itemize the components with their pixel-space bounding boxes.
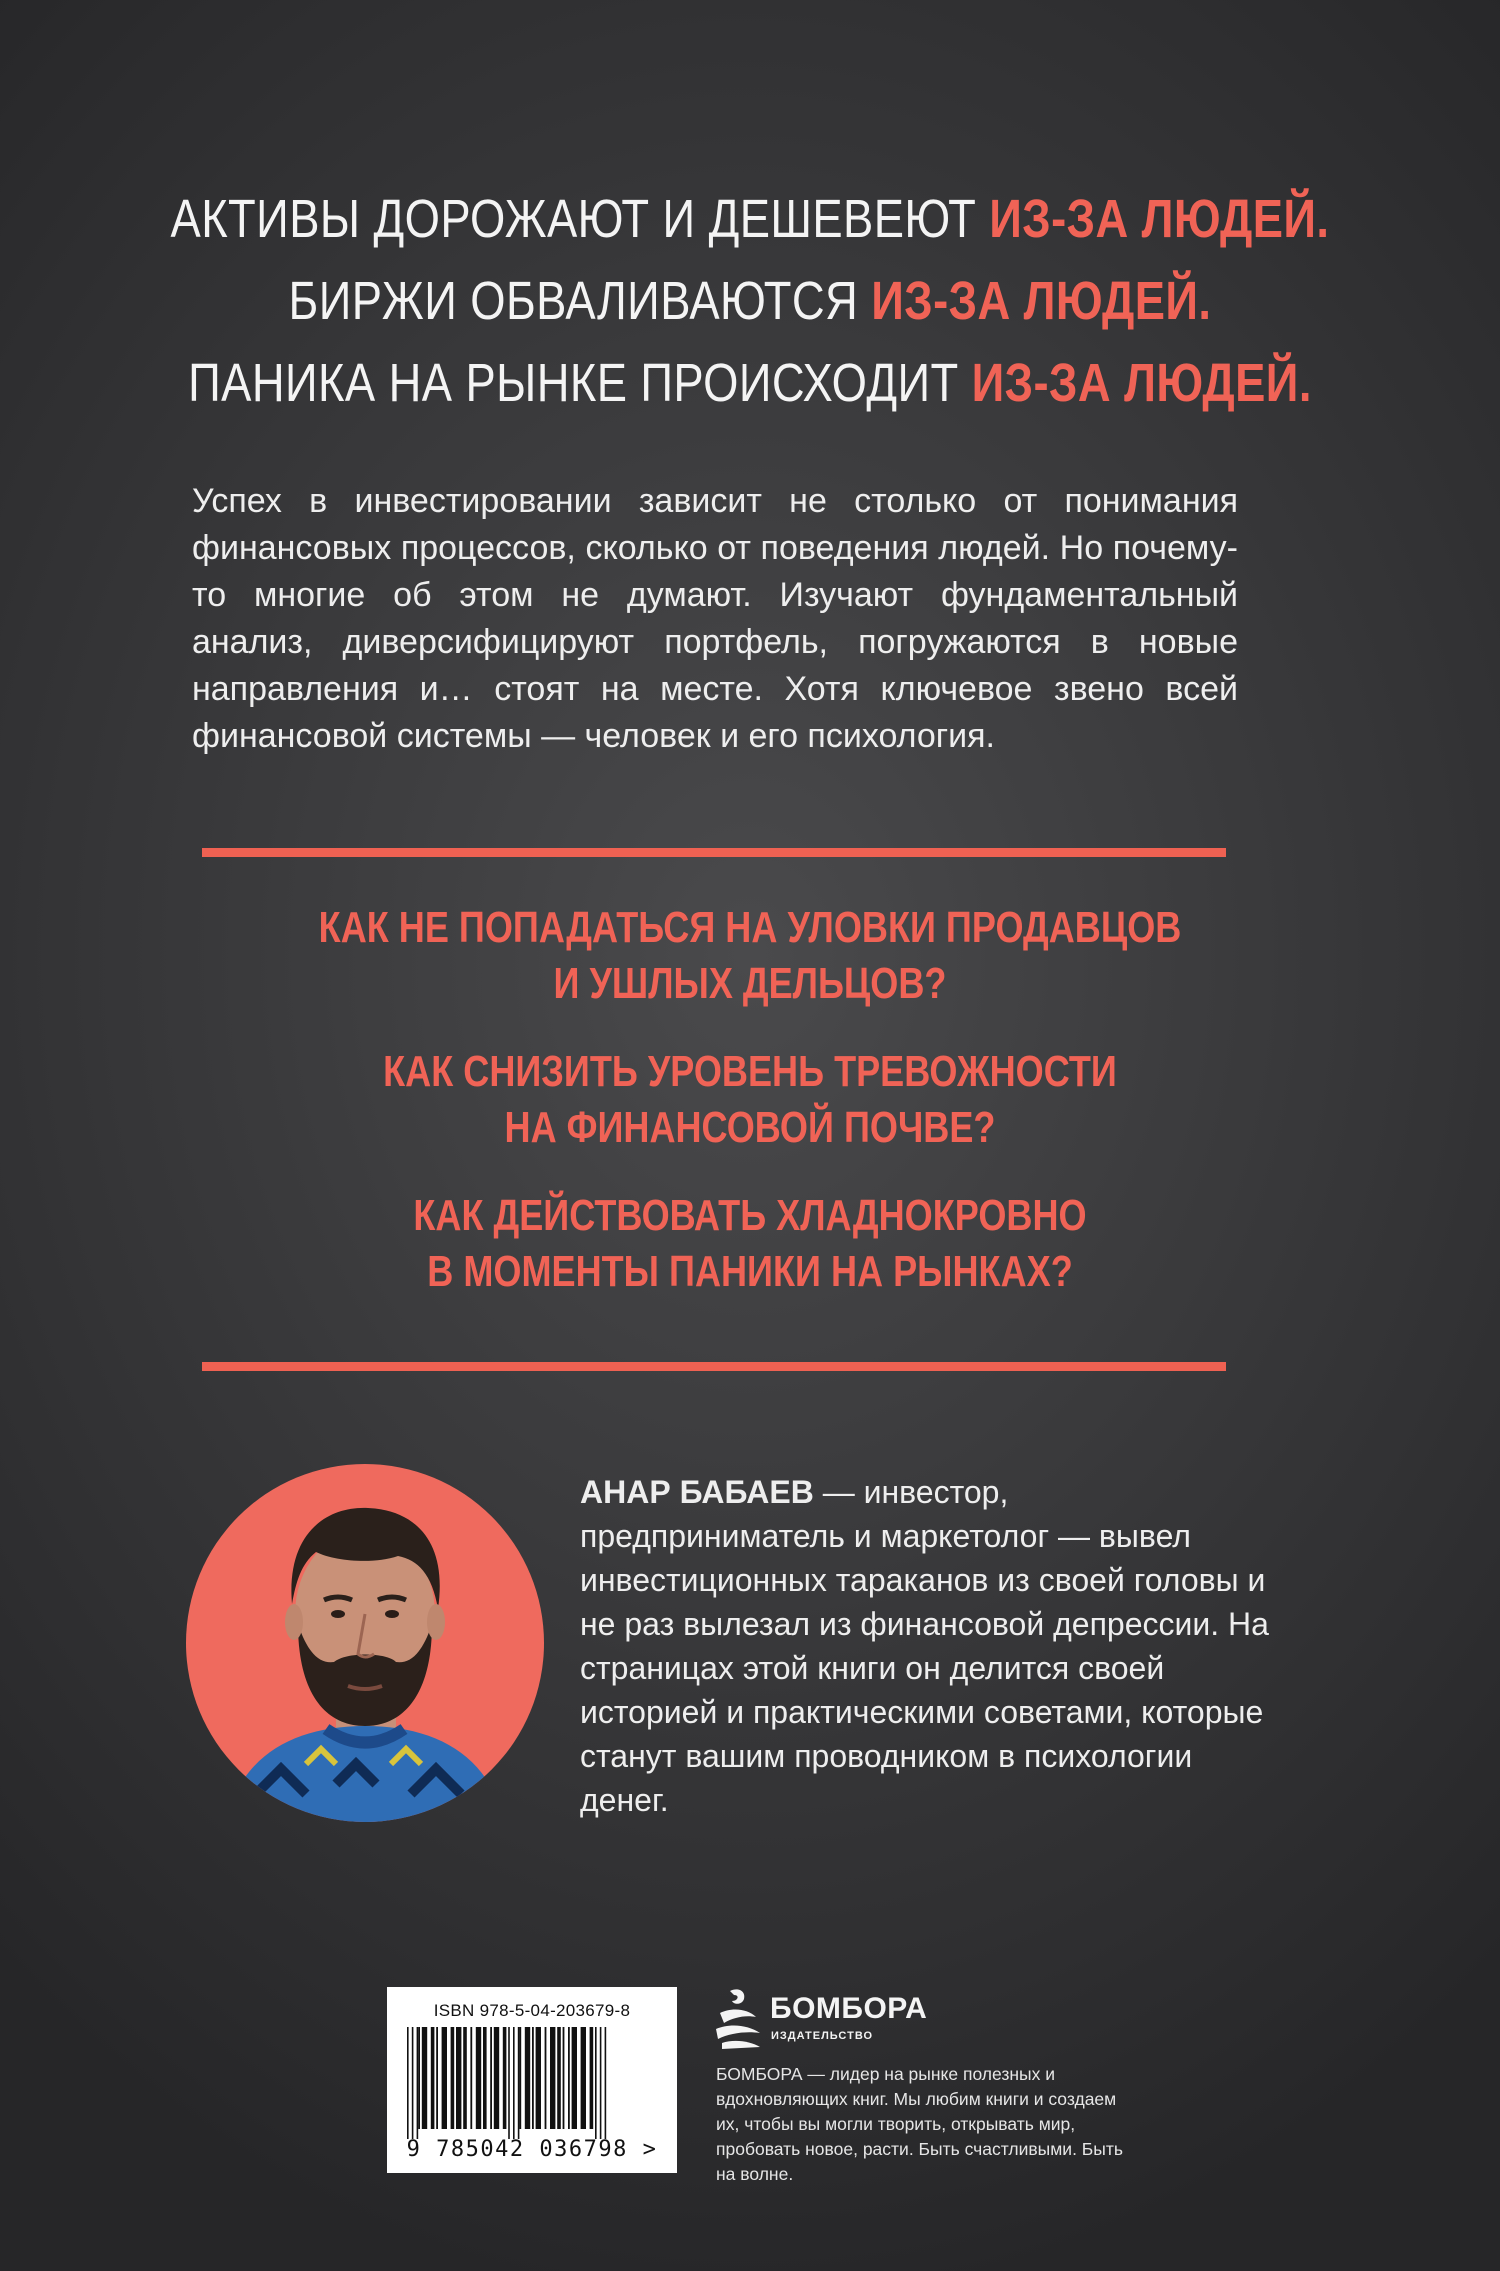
barcode-bar xyxy=(532,2027,534,2129)
author-photo xyxy=(186,1464,544,1822)
barcode-bar xyxy=(451,2027,455,2129)
barcode-guard-bar xyxy=(407,2027,409,2139)
barcode-bar xyxy=(456,2027,461,2129)
barcode-guard-bar xyxy=(412,2027,414,2139)
headline-line-3: ПАНИКА НА РЫНКЕ ПРОИСХОДИТ ИЗ-ЗА ЛЮДЕЙ. xyxy=(188,353,1312,413)
question-1: КАК НЕ ПОПАДАТЬСЯ НА УЛОВКИ ПРОДАВЦОВ И УШЛЫХ ДЕЛЬЦОВ? xyxy=(318,903,1182,1008)
barcode-guard-bar xyxy=(605,2027,607,2139)
barcode-bar xyxy=(525,2027,530,2129)
barcode-bar xyxy=(470,2027,472,2129)
headline-highlight: ИЗ-ЗА ЛЮДЕЙ. xyxy=(989,189,1330,249)
divider-bottom xyxy=(202,1362,1226,1371)
barcode-guard-bar xyxy=(518,2027,520,2139)
barcode-bar xyxy=(503,2027,507,2129)
barcode-bar xyxy=(463,2027,467,2129)
barcode-bar xyxy=(483,2027,487,2129)
author-name: АНАР БАБАЕВ xyxy=(580,1474,814,1510)
barcode-bar xyxy=(436,2027,438,2129)
author-bio xyxy=(580,1470,1280,1822)
isbn-label: ISBN 978-5-04-203679-8 xyxy=(433,2001,631,2020)
barcode-bar xyxy=(431,2027,435,2129)
barcode-guard-bar xyxy=(508,2027,510,2139)
barcode-guard-bar xyxy=(595,2027,597,2139)
intro-paragraph: Успех в инвестировании зависит не столько от понимания финансовых процессов, сколько от поведения людей. Но почему-то многие об этом не думают. Изучают фундаментальный анализ, диверсифицируют портфель, погружаются в новые направления и… стоят на месте. Хотя ключевое звено всей финансовой системы — человек и его психология. xyxy=(192,482,1238,755)
barcode-guard-bar xyxy=(417,2027,419,2139)
headline xyxy=(120,178,1380,424)
barcode-bar xyxy=(581,2027,586,2129)
author-bio-text: — инвестор, предприниматель и маркетолог — вывел инвестиционных тараканов из своей головы и не раз вылезал из финансовой депрессии. На страницах этой книги он делится своей историей и практическими советами, которые станут вашим проводником в психологии денег. xyxy=(580,1474,1269,1818)
barcode-bar xyxy=(563,2027,565,2129)
publisher-name: БОМБОРА xyxy=(770,1992,928,2025)
barcode-bar xyxy=(418,2027,420,2129)
author-portrait-icon xyxy=(186,1464,544,1822)
isbn-digits: 9 785042 036798 > xyxy=(406,2137,658,2162)
barcode-bar xyxy=(572,2027,577,2129)
barcode-bar xyxy=(568,2027,570,2129)
barcode-bar xyxy=(536,2027,541,2129)
headline-line-2: БИРЖИ ОБВАЛИВАЮТСЯ ИЗ-ЗА ЛЮДЕЙ. xyxy=(288,271,1212,331)
publisher-description: БОМБОРА — лидер на рынке полезных и вдохновляющих книг. Мы любим книги и создаем их, чтобы вы могли творить, открывать мир, пробовать новое, расти. Быть счастливыми. Быть на волне. xyxy=(716,2064,1123,2184)
publisher-subtitle: ИЗДАТЕЛЬСТВО xyxy=(771,2030,874,2042)
isbn-barcode xyxy=(387,1987,677,2173)
headline-line-1: АКТИВЫ ДОРОЖАЮТ И ДЕШЕВЕЮТ ИЗ-ЗА ЛЮДЕЙ. xyxy=(170,189,1330,249)
divider-top xyxy=(202,848,1226,857)
barcode-guard-bar xyxy=(600,2027,602,2139)
barcode-bar xyxy=(550,2027,555,2129)
barcode-bar xyxy=(422,2027,427,2129)
barcode-guard-bar xyxy=(513,2027,515,2139)
barcode-bar xyxy=(490,2027,492,2129)
barcode-bar xyxy=(494,2027,499,2129)
barcode-bar xyxy=(557,2027,561,2129)
barcode-bar xyxy=(590,2027,594,2129)
barcode-bar xyxy=(545,2027,547,2129)
question-2: КАК СНИЗИТЬ УРОВЕНЬ ТРЕВОЖНОСТИ НА ФИНАНСОВОЙ ПОЧВЕ? xyxy=(383,1047,1117,1152)
question-3: КАК ДЕЙСТВОВАТЬ ХЛАДНОКРОВНО В МОМЕНТЫ ПАНИКИ НА РЫНКАХ? xyxy=(413,1191,1087,1296)
headline-highlight: ИЗ-ЗА ЛЮДЕЙ. xyxy=(971,353,1312,413)
barcode-bar xyxy=(476,2027,481,2129)
barcode-bar xyxy=(519,2027,521,2129)
barcode-bars-icon xyxy=(405,2027,659,2139)
barcode-bar xyxy=(442,2027,447,2129)
headline-highlight: ИЗ-ЗА ЛЮДЕЙ. xyxy=(871,271,1212,331)
